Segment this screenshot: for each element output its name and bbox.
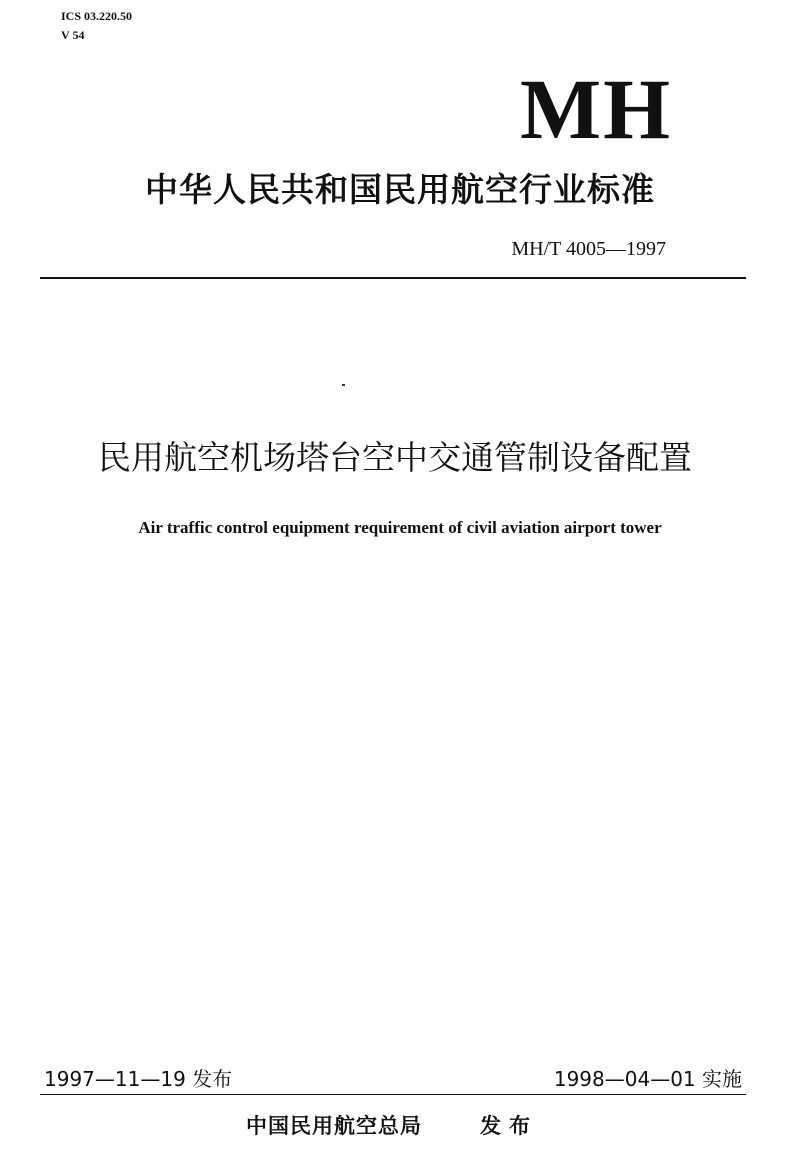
publisher-name: 中国民用航空总局 xyxy=(246,1114,422,1138)
issue-date: 1997—11—19 发布 xyxy=(44,1067,233,1091)
standard-number: MH/T 4005—1997 xyxy=(511,238,666,260)
document-title-english: Air traffic control equipment requirement of civil aviation airport tower xyxy=(138,518,662,537)
scan-speck xyxy=(342,384,345,386)
standard-organization-title: 中华人民共和国民用航空行业标准 xyxy=(145,170,655,209)
classification-code: V 54 xyxy=(61,28,85,42)
mh-logo: MH xyxy=(520,61,673,157)
ics-code: ICS 03.220.50 xyxy=(61,9,133,23)
implementation-date: 1998—04—01 实施 xyxy=(553,1067,742,1091)
document-title-chinese: 民用航空机场塔台空中交通管制设备配置 xyxy=(98,438,692,477)
bottom-divider xyxy=(40,1094,746,1095)
top-divider xyxy=(40,277,746,279)
publish-label: 发布 xyxy=(480,1114,538,1138)
